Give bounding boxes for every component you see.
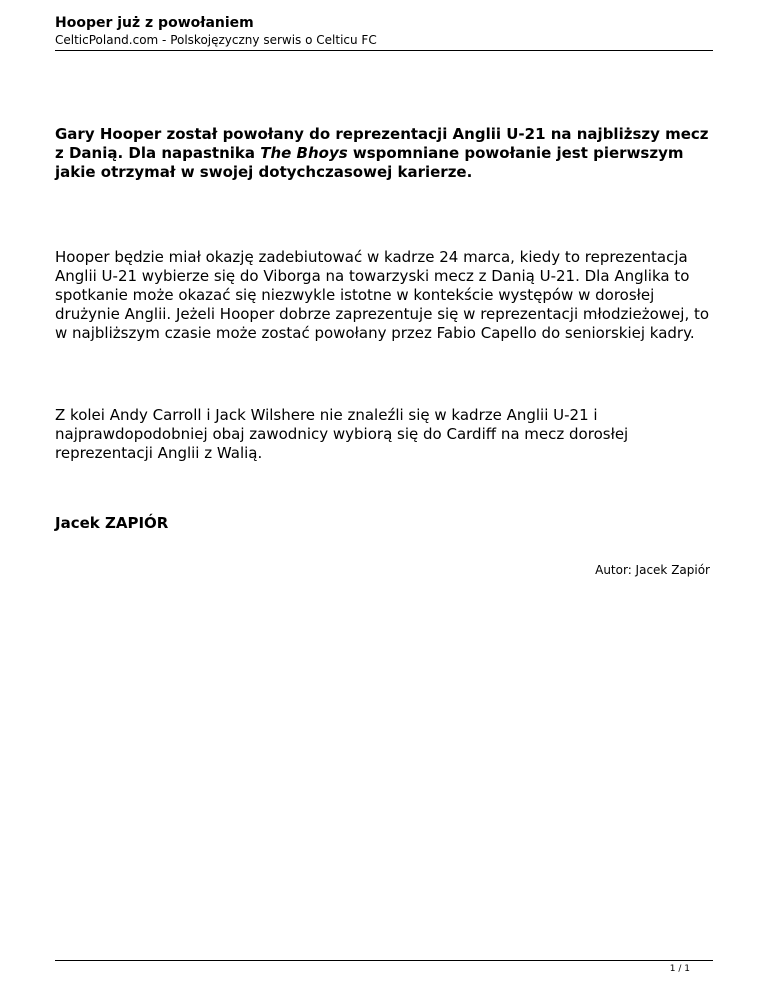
document-title: Hooper już z powołaniem [55,15,254,31]
document-header [55,14,713,48]
article-paragraph-2: Z kolei Andy Carroll i Jack Wilshere nie znaleźli się w kadrze Anglii U-21 i najprawdopodobniej obaj zawodnicy wybiorą się do Cardiff na mecz dorosłej reprezentacji Anglii z Walią. [55,406,629,462]
article-signature: Jacek ZAPIÓR [55,514,169,532]
article-lead [55,125,715,182]
author-credit: Autor: Jacek Zapiór [595,563,710,577]
article-paragraph-1: Hooper będzie miał okazję zadebiutować w kadrze 24 marca, kiedy to reprezentacja Anglii U-21 wybierze się do Viborga na towarzyski mecz z Danią U-21. Dla Anglika to spotkanie może okazać się niezwykle istotne w kontekście występów w dorosłej drużynie Anglii. Jeżeli Hooper dobrze zaprezentuje się w reprezentacji młodzieżowej, to w najbliższym czasie może zostać powołany przez Fabio Capello do seniorskiej kadry. [55,248,710,342]
lead-emphasis: The Bhoys [260,144,348,162]
lead-text-end: wspomniane powołanie jest pierwszym jakie otrzymał w swojej dotychczasowej karierze. [55,144,684,181]
header-divider [55,50,713,51]
lead-text-start: Gary Hooper został powołany do reprezentacji Anglii U-21 na najbliższy mecz z Danią. Dla napastnika [55,125,709,162]
page-number: 1 / 1 [669,964,690,974]
site-subtitle: CelticPoland.com - Polskojęzyczny serwis o Celticu FC [55,33,377,47]
footer-divider [55,960,713,961]
